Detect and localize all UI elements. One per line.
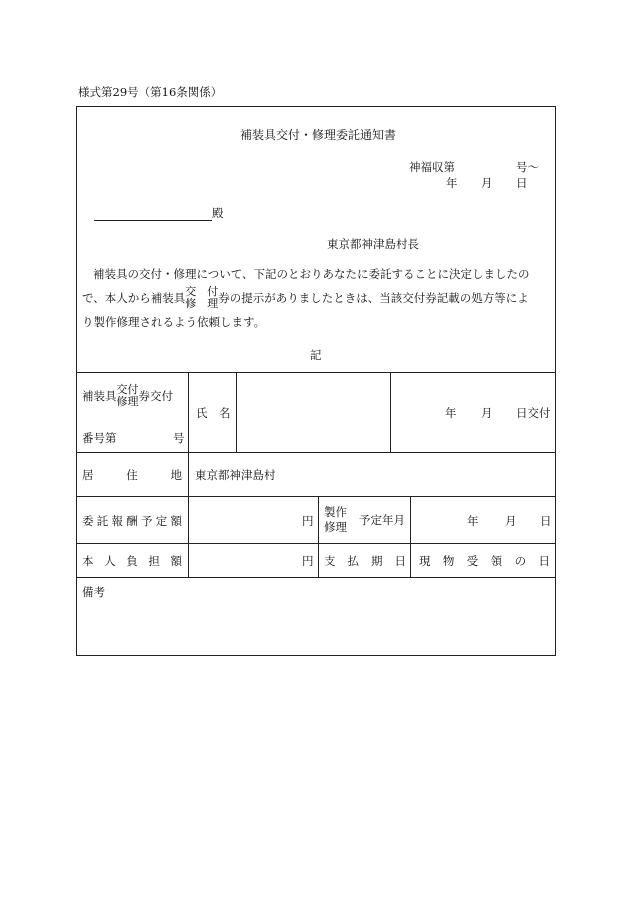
- name-field[interactable]: [238, 374, 388, 450]
- grid-line: [410, 496, 411, 577]
- doc-number-suffix: 号〜: [516, 160, 539, 174]
- copay-yen: 円: [302, 554, 314, 568]
- grid-line: [318, 496, 319, 577]
- addressee-blank[interactable]: [94, 207, 212, 221]
- receipt-date-label: 現 物 受 領 の 日: [419, 554, 550, 568]
- body-line-3: り製作修理されるよう依頼します。: [82, 315, 266, 329]
- issue-date-day: 日交付: [516, 406, 551, 420]
- doc-number-prefix: 神福収第: [409, 160, 455, 174]
- body-line-2: で、本人から補装具 交 付 修 理 券の提示がありましたときは、当該交付券記載の処方等によ: [82, 285, 529, 310]
- date-day: 日: [516, 176, 528, 190]
- fee-yen: 円: [302, 514, 314, 528]
- body-stack: 交 付 修 理: [185, 285, 219, 310]
- grid-line: [76, 452, 556, 453]
- issuer: 東京都神津島村長: [327, 237, 419, 251]
- addressee-suffix: 殿: [212, 206, 224, 220]
- schedule-day: 日: [540, 514, 552, 528]
- body-paragraph: [82, 262, 552, 334]
- issue-date-month: 月: [481, 406, 493, 420]
- copay-label: 本 人 負 担 額: [82, 554, 182, 568]
- form-id: 様式第29号（第16条関係）: [78, 85, 223, 99]
- grid-line: [76, 577, 556, 578]
- body-line-1: 補装具の交付・修理について、下記のとおりあなたに委託することに決定しましたの: [93, 267, 530, 281]
- grid-line: [76, 543, 556, 544]
- address-value: 東京都神津島村: [195, 468, 276, 482]
- grid-line: [390, 372, 391, 452]
- voucher-number-suffix: 号: [173, 431, 185, 445]
- voucher-number-prefix: 番号第: [82, 431, 117, 445]
- schedule-label-stack: 製作 修理: [324, 505, 347, 534]
- voucher-label-stack: 交付 修理: [116, 383, 139, 408]
- addressee-line[interactable]: [94, 205, 224, 221]
- remarks-field[interactable]: [78, 600, 554, 654]
- fee-label: 委 託 報 酬 予 定 額: [82, 514, 182, 528]
- grid-line: [188, 372, 189, 577]
- issue-date-year: 年: [445, 406, 457, 420]
- address-label: 居 住 地: [82, 468, 182, 482]
- date-year: 年: [446, 176, 458, 190]
- remarks-label: 備考: [82, 585, 105, 599]
- schedule-label: 製作 修理 予定年月: [324, 505, 405, 534]
- form-title: 補装具交付・修理委託通知書: [240, 128, 397, 142]
- schedule-month: 月: [505, 514, 517, 528]
- ki-label: 記: [310, 348, 322, 362]
- voucher-label: 補装具 交付 修理 券交付: [82, 383, 173, 408]
- payment-date-label: 支 払 期 日: [324, 554, 406, 568]
- grid-line: [76, 496, 556, 497]
- schedule-year: 年: [467, 514, 479, 528]
- date-month: 月: [481, 176, 493, 190]
- name-label: 氏 名: [196, 406, 231, 420]
- grid-line: [76, 372, 556, 373]
- grid-line: [236, 372, 237, 452]
